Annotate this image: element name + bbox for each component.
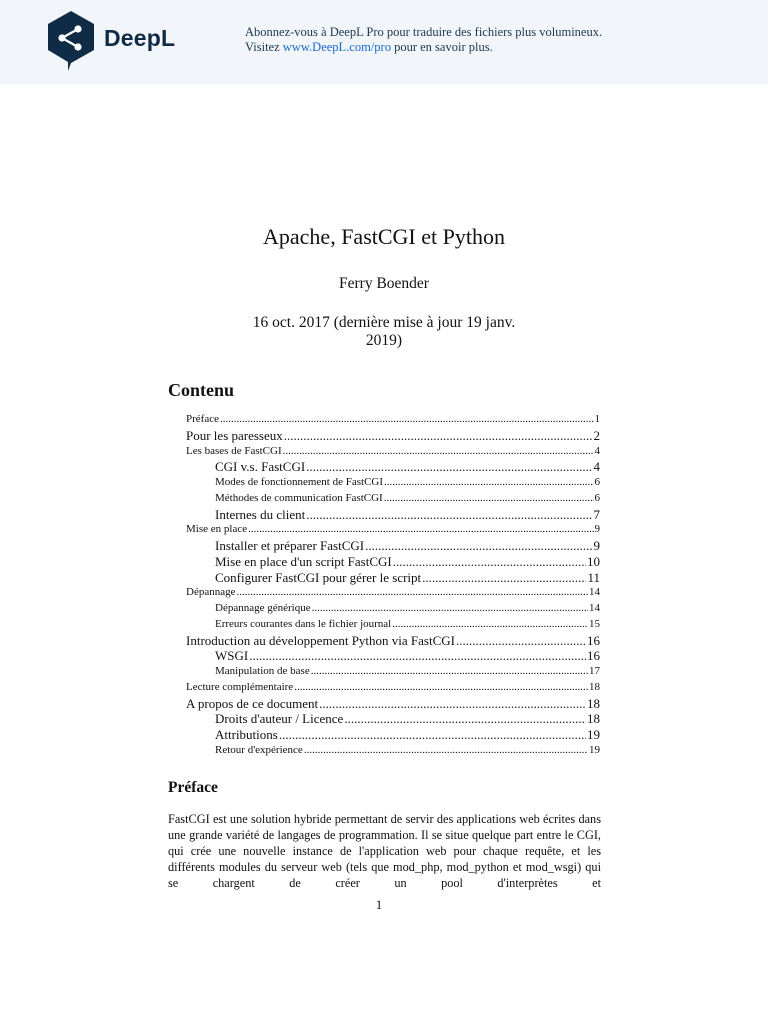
toc-entry-page[interactable]: 19	[589, 743, 600, 756]
toc-entry[interactable]	[186, 412, 600, 428]
toc-entry-page[interactable]: 6	[594, 476, 600, 488]
document-date: 16 oct. 2017 (dernière mise à jour 19 janv. 2019)	[252, 314, 516, 349]
table-of-contents	[186, 412, 600, 759]
toc-dot-leader	[304, 743, 588, 759]
toc-entry-label[interactable]: Mise en place d'un script FastCGI	[215, 553, 392, 569]
toc-entry-page[interactable]: 14	[589, 586, 600, 599]
toc-entry[interactable]	[186, 428, 600, 444]
toc-entry-label[interactable]: Installer et préparer FastCGI	[215, 538, 365, 553]
toc-entry-label[interactable]: Préface	[186, 413, 219, 425]
deepl-logo-text[interactable]: DeepL	[104, 25, 176, 51]
toc-entry-page[interactable]: 17	[589, 665, 600, 677]
toc-entry[interactable]	[186, 633, 600, 649]
toc-entry-page[interactable]: 16	[587, 632, 600, 648]
toc-dot-leader	[312, 601, 588, 617]
toc-entry[interactable]	[186, 696, 600, 712]
deepl-banner	[0, 0, 768, 84]
toc-entry-label[interactable]: Attributions	[215, 727, 278, 742]
toc-entry-label[interactable]: WSGI	[215, 648, 249, 664]
toc-entry-label[interactable]: Pour les paresseux	[186, 427, 283, 443]
toc-entry-page[interactable]: 10	[587, 553, 600, 569]
toc-entry-page[interactable]: 15	[589, 617, 600, 630]
toc-entry-label[interactable]: Dépannage	[186, 586, 236, 599]
banner-line-1: Abonnez-vous à DeepL Pro pour traduire des fichiers plus volumineux.	[245, 25, 603, 39]
toc-entry-label[interactable]: Erreurs courantes dans le fichier journal	[215, 617, 392, 630]
toc-dot-leader	[393, 554, 586, 570]
toc-dot-leader	[392, 617, 588, 633]
toc-entry-label[interactable]: Les bases de FastCGI	[186, 444, 282, 457]
toc-dot-leader	[344, 711, 586, 727]
deepl-pro-link[interactable]: www.DeepL.com/pro	[282, 40, 391, 54]
banner-line-2	[245, 40, 602, 55]
document-title: Apache, FastCGI et Python	[263, 224, 505, 249]
preface-heading: Préface	[168, 779, 218, 796]
toc-entry[interactable]	[186, 554, 600, 570]
toc-entry-page[interactable]: 7	[593, 506, 600, 522]
toc-entry-page[interactable]: 6	[594, 491, 600, 504]
toc-entry-label[interactable]: CGI v.s. FastCGI	[215, 459, 306, 475]
toc-entry[interactable]	[186, 585, 600, 601]
toc-entry-page[interactable]: 4	[594, 444, 600, 457]
toc-entry-label[interactable]: A propos de ce document	[186, 695, 319, 711]
banner-line-2-prefix: Visitez	[245, 40, 283, 54]
toc-entry[interactable]	[186, 711, 600, 727]
toc-entry[interactable]	[186, 664, 600, 680]
banner-line-2-suffix: pour en savoir plus.	[390, 40, 493, 54]
toc-entry-page[interactable]: 11	[587, 569, 600, 585]
toc-dot-leader	[422, 570, 586, 586]
toc-entry-label[interactable]: Retour d'expérience	[215, 743, 303, 756]
toc-dot-leader	[236, 585, 588, 601]
toc-dot-leader	[306, 507, 592, 523]
toc-dot-leader	[249, 648, 586, 664]
toc-entry-label[interactable]: Configurer FastCGI pour gérer le script	[215, 569, 422, 585]
toc-entry-label[interactable]: Mise en place	[186, 523, 248, 536]
toc-dot-leader	[248, 522, 593, 538]
toc-entry-page[interactable]: 4	[593, 459, 600, 475]
toc-entry-label[interactable]: Lecture complémentaire	[186, 680, 294, 693]
contents-heading: Contenu	[168, 380, 235, 400]
toc-entry[interactable]	[186, 601, 600, 617]
toc-entry-page[interactable]: 14	[589, 602, 600, 614]
toc-entry[interactable]	[186, 648, 600, 664]
toc-dot-leader	[384, 491, 594, 507]
toc-entry-page[interactable]: 18	[587, 695, 600, 711]
toc-entry[interactable]	[186, 444, 600, 460]
toc-entry[interactable]	[186, 570, 600, 586]
toc-entry-label[interactable]: Droits d'auteur / Licence	[215, 711, 344, 727]
toc-entry-label[interactable]: Manipulation de base	[215, 665, 310, 677]
toc-entry[interactable]	[186, 475, 600, 491]
toc-dot-leader	[220, 412, 594, 428]
deepl-logo-icon[interactable]	[46, 10, 96, 72]
toc-dot-leader	[311, 664, 588, 680]
toc-entry-label[interactable]: Internes du client	[215, 506, 306, 522]
toc-entry-page[interactable]: 18	[589, 680, 600, 693]
toc-entry-page[interactable]: 18	[587, 711, 600, 727]
toc-entry[interactable]	[186, 507, 600, 523]
preface-paragraph: FastCGI est une solution hybride permettant de servir des applications web écrites dans une grande variété de langages de programmation. Il se situe quelque part entre le CGI, qui crée une nouvelle instance de l'application web pour chaque requête, et les différents modules du serveur web (tels que mod_php, mod_python et mod_wsgi) qui se chargent de créer un pool d'interprètes et	[168, 812, 601, 890]
toc-dot-leader	[365, 538, 592, 554]
toc-entry[interactable]	[186, 617, 600, 633]
toc-entry-page[interactable]: 9	[593, 538, 600, 553]
toc-entry[interactable]	[186, 522, 600, 538]
document-author: Ferry Boender	[339, 275, 429, 292]
toc-entry[interactable]	[186, 459, 600, 475]
toc-entry-page[interactable]: 9	[594, 523, 600, 536]
toc-entry-label[interactable]: Introduction au développement Python via FastCGI	[186, 632, 455, 648]
toc-dot-leader	[456, 633, 586, 649]
toc-dot-leader	[279, 727, 586, 743]
toc-dot-leader	[284, 428, 593, 444]
toc-entry[interactable]	[186, 680, 600, 696]
toc-entry[interactable]	[186, 491, 600, 507]
toc-entry-page[interactable]: 16	[587, 648, 600, 664]
toc-entry-label[interactable]: Modes de fonctionnement de FastCGI	[215, 476, 384, 488]
toc-dot-leader	[294, 680, 588, 696]
toc-entry-page[interactable]: 1	[594, 413, 600, 425]
toc-dot-leader	[384, 475, 593, 491]
toc-entry-page[interactable]: 19	[587, 727, 600, 742]
toc-entry[interactable]	[186, 727, 600, 743]
toc-dot-leader	[283, 444, 594, 460]
toc-entry-label[interactable]: Dépannage générique	[215, 602, 311, 614]
page-number: 1	[375, 897, 383, 912]
toc-entry-page[interactable]: 2	[593, 427, 600, 443]
toc-entry-label[interactable]: Méthodes de communication FastCGI	[215, 491, 383, 504]
toc-dot-leader	[306, 459, 592, 475]
toc-entry[interactable]	[186, 538, 600, 554]
banner-message	[245, 25, 602, 55]
toc-dot-leader	[319, 696, 586, 712]
toc-entry[interactable]	[186, 743, 600, 759]
